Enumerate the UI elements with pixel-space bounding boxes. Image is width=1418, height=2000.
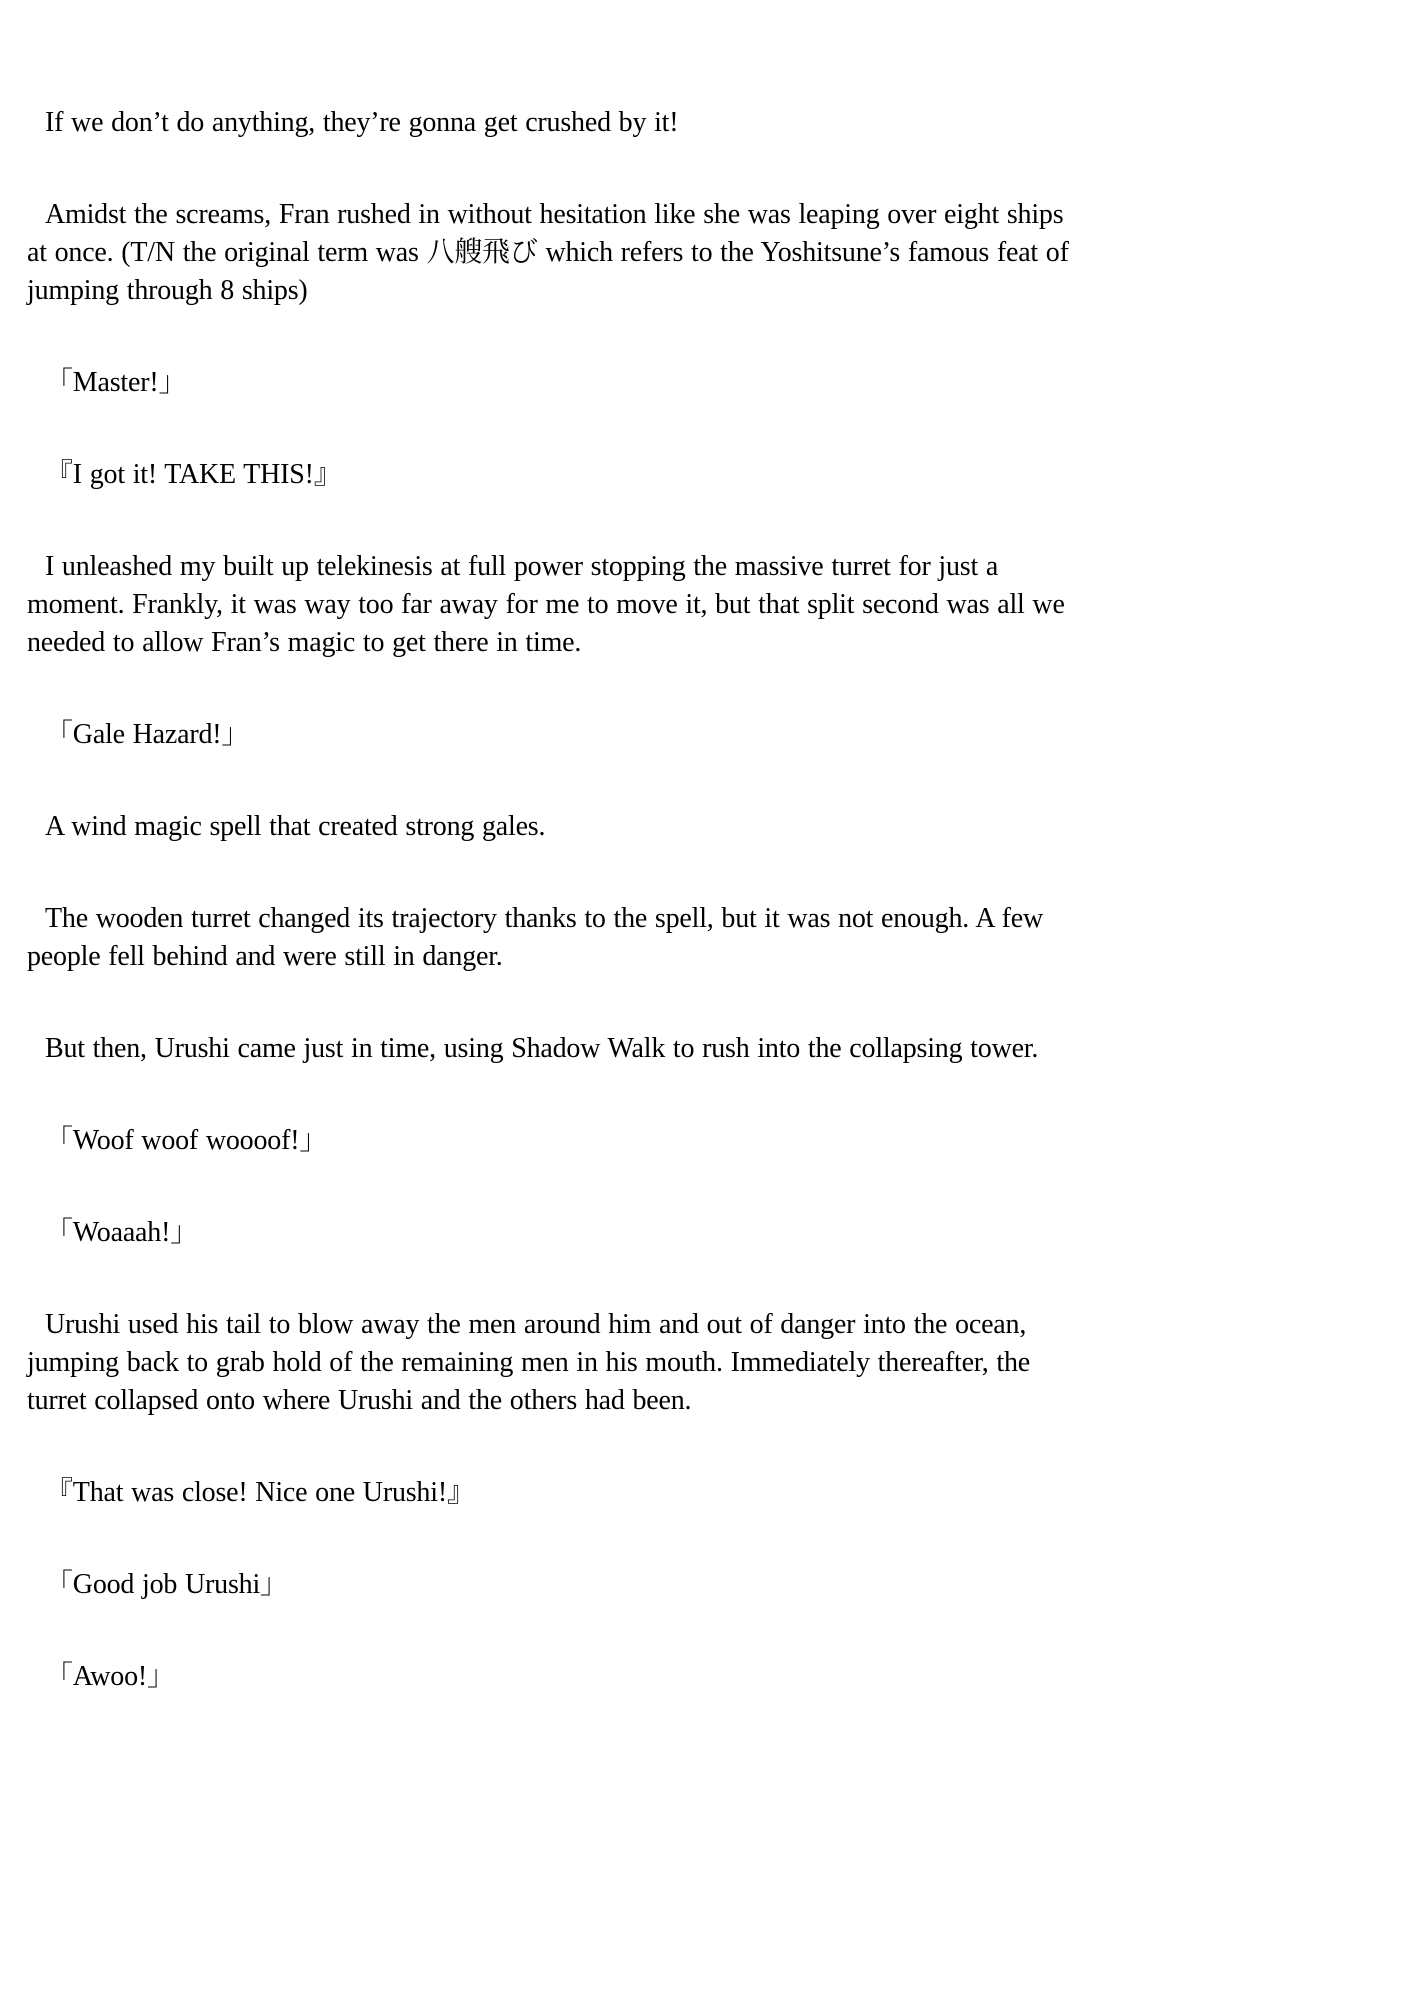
- dialogue-line-good-job: 「Good job Urushi」: [45, 1569, 288, 1600]
- narration-paragraph-6: But then, Urushi came just in time, using Shadow Walk to rush into the collapsing tower.: [45, 1033, 1039, 1064]
- dialogue-line-take-this: 『I got it! TAKE THIS!』: [45, 459, 342, 490]
- dialogue-line-awoo: 「Awoo!」: [45, 1661, 175, 1692]
- narration-paragraph-1: If we don’t do anything, they’re gonna get crushed by it!: [45, 107, 679, 138]
- narration-paragraph-4: A wind magic spell that created strong gales.: [45, 811, 546, 842]
- dialogue-line-master: 「Master!」: [45, 367, 187, 398]
- narration-paragraph-5: The wooden turret changed its trajectory thanks to the spell, but it was not enough. A few people fell behind and were still in danger.: [27, 903, 1043, 972]
- dialogue-line-woaaah: 「Woaaah!」: [45, 1217, 198, 1248]
- text-column: [27, 104, 1082, 1696]
- narration-paragraph-3: I unleashed my built up telekinesis at full power stopping the massive turret for just a moment. Frankly, it was way too far away for me to move it, but that split second was all we needed to allow Fran’s magic to get there in time.: [27, 551, 1065, 658]
- dialogue-line-that-was-close: 『That was close! Nice one Urushi!』: [45, 1477, 475, 1508]
- narration-paragraph-2: Amidst the screams, Fran rushed in without hesitation like she was leaping over eight ships at once. (T/N the original term was 八艘飛び which refers to the Yoshitsune’s famous feat of jumping through 8 ships): [27, 199, 1069, 306]
- dialogue-line-gale-hazard: 「Gale Hazard!」: [45, 719, 250, 750]
- narration-paragraph-7: Urushi used his tail to blow away the men around him and out of danger into the ocean, jumping back to grab hold of the remaining men in his mouth. Immediately thereafter, the turret collapsed onto where Urushi and the others had been.: [27, 1309, 1031, 1416]
- dialogue-line-woof: 「Woof woof woooof!」: [45, 1125, 328, 1156]
